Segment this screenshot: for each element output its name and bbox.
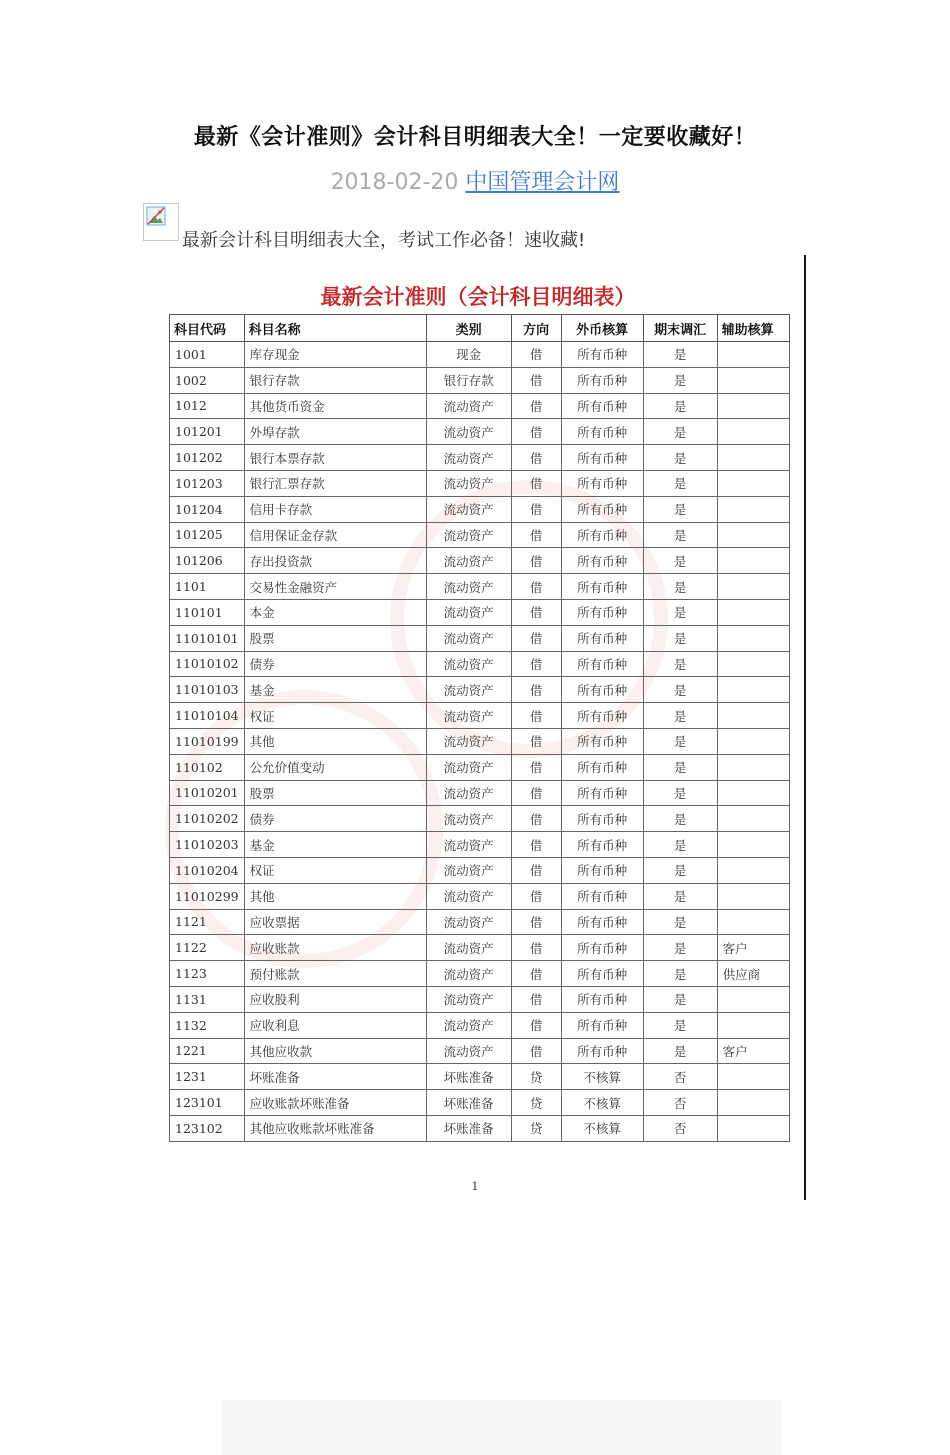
period-end-adjust-cell: 否	[643, 1064, 717, 1090]
table-row	[170, 883, 790, 909]
page-number: 1	[471, 1180, 479, 1193]
account-name-cell: 股票	[244, 780, 426, 806]
table-row	[170, 548, 790, 574]
account-code-cell: 123102	[170, 1115, 245, 1141]
period-end-adjust-cell: 是	[643, 1038, 717, 1064]
table-body	[170, 342, 790, 1142]
period-end-adjust-cell: 否	[643, 1115, 717, 1141]
period-end-adjust-cell: 是	[643, 832, 717, 858]
direction-cell: 借	[511, 780, 561, 806]
foreign-currency-cell: 所有币种	[561, 883, 643, 909]
foreign-currency-cell: 所有币种	[561, 651, 643, 677]
table-row	[170, 445, 790, 471]
direction-cell: 借	[511, 599, 561, 625]
category-cell: 银行存款	[426, 367, 511, 393]
table-row	[170, 703, 790, 729]
table-row	[170, 522, 790, 548]
foreign-currency-cell: 所有币种	[561, 986, 643, 1012]
table-row	[170, 909, 790, 935]
auxiliary-cell	[717, 754, 789, 780]
account-code-cell: 11010103	[170, 677, 245, 703]
direction-cell: 借	[511, 470, 561, 496]
category-cell: 流动资产	[426, 677, 511, 703]
auxiliary-cell	[717, 857, 789, 883]
account-name-cell: 银行存款	[244, 367, 426, 393]
period-end-adjust-cell: 是	[643, 754, 717, 780]
foreign-currency-cell: 所有币种	[561, 393, 643, 419]
account-name-cell: 基金	[244, 832, 426, 858]
column-header: 科目名称	[244, 315, 426, 342]
foreign-currency-cell: 所有币种	[561, 857, 643, 883]
period-end-adjust-cell: 是	[643, 342, 717, 368]
period-end-adjust-cell: 是	[643, 883, 717, 909]
foreign-currency-cell: 所有币种	[561, 367, 643, 393]
period-end-adjust-cell: 是	[643, 1012, 717, 1038]
account-code-cell: 11010102	[170, 651, 245, 677]
period-end-adjust-cell: 是	[643, 445, 717, 471]
table-row	[170, 1090, 790, 1116]
period-end-adjust-cell: 是	[643, 496, 717, 522]
direction-cell: 借	[511, 367, 561, 393]
category-cell: 流动资产	[426, 832, 511, 858]
account-name-cell: 银行汇票存款	[244, 470, 426, 496]
period-end-adjust-cell: 是	[643, 419, 717, 445]
table-row	[170, 754, 790, 780]
table-row	[170, 625, 790, 651]
period-end-adjust-cell: 是	[643, 935, 717, 961]
column-header: 方向	[511, 315, 561, 342]
foreign-currency-cell: 所有币种	[561, 470, 643, 496]
direction-cell: 借	[511, 754, 561, 780]
direction-cell: 借	[511, 1038, 561, 1064]
auxiliary-cell	[717, 832, 789, 858]
period-end-adjust-cell: 是	[643, 574, 717, 600]
account-name-cell: 应收账款坏账准备	[244, 1090, 426, 1116]
account-code-cell: 101203	[170, 470, 245, 496]
direction-cell: 借	[511, 625, 561, 651]
account-name-cell: 债券	[244, 651, 426, 677]
direction-cell: 借	[511, 832, 561, 858]
period-end-adjust-cell: 是	[643, 909, 717, 935]
direction-cell: 借	[511, 961, 561, 987]
account-name-cell: 信用卡存款	[244, 496, 426, 522]
table-row	[170, 961, 790, 987]
foreign-currency-cell: 所有币种	[561, 806, 643, 832]
table-row	[170, 857, 790, 883]
foreign-currency-cell: 所有币种	[561, 961, 643, 987]
account-name-cell: 应收股利	[244, 986, 426, 1012]
direction-cell: 借	[511, 651, 561, 677]
account-code-cell: 11010101	[170, 625, 245, 651]
account-name-cell: 债券	[244, 806, 426, 832]
account-name-cell: 应收账款	[244, 935, 426, 961]
auxiliary-cell	[717, 496, 789, 522]
period-end-adjust-cell: 是	[643, 548, 717, 574]
period-end-adjust-cell: 是	[643, 780, 717, 806]
auxiliary-cell	[717, 367, 789, 393]
direction-cell: 借	[511, 806, 561, 832]
category-cell: 流动资产	[426, 574, 511, 600]
account-code-cell: 1132	[170, 1012, 245, 1038]
account-code-cell: 1002	[170, 367, 245, 393]
direction-cell: 借	[511, 419, 561, 445]
auxiliary-cell	[717, 574, 789, 600]
category-cell: 流动资产	[426, 883, 511, 909]
period-end-adjust-cell: 是	[643, 961, 717, 987]
account-name-cell: 坏账准备	[244, 1064, 426, 1090]
auxiliary-cell: 供应商	[717, 961, 789, 987]
table-row	[170, 342, 790, 368]
period-end-adjust-cell: 是	[643, 703, 717, 729]
table-row	[170, 470, 790, 496]
account-name-cell: 信用保证金存款	[244, 522, 426, 548]
foreign-currency-cell: 所有币种	[561, 1038, 643, 1064]
direction-cell: 借	[511, 574, 561, 600]
auxiliary-cell	[717, 883, 789, 909]
category-cell: 流动资产	[426, 651, 511, 677]
table-row	[170, 367, 790, 393]
auxiliary-cell	[717, 522, 789, 548]
account-code-cell: 1131	[170, 986, 245, 1012]
direction-cell: 借	[511, 703, 561, 729]
account-name-cell: 库存现金	[244, 342, 426, 368]
foreign-currency-cell: 所有币种	[561, 1012, 643, 1038]
category-cell: 流动资产	[426, 986, 511, 1012]
period-end-adjust-cell: 是	[643, 728, 717, 754]
category-cell: 流动资产	[426, 548, 511, 574]
column-header: 期末调汇	[643, 315, 717, 342]
table-header-row	[170, 315, 790, 342]
column-header: 辅助核算	[717, 315, 789, 342]
direction-cell: 贷	[511, 1115, 561, 1141]
direction-cell: 借	[511, 883, 561, 909]
intro-text: 最新会计科目明细表大全，考试工作必备！速收藏!	[182, 230, 586, 251]
foreign-currency-cell: 所有币种	[561, 522, 643, 548]
direction-cell: 借	[511, 935, 561, 961]
auxiliary-cell: 客户	[717, 1038, 789, 1064]
account-code-cell: 11010299	[170, 883, 245, 909]
period-end-adjust-cell: 是	[643, 806, 717, 832]
foreign-currency-cell: 所有币种	[561, 342, 643, 368]
table-row	[170, 1064, 790, 1090]
direction-cell: 借	[511, 496, 561, 522]
broken-image-icon	[143, 203, 179, 241]
account-name-cell: 预付账款	[244, 961, 426, 987]
foreign-currency-cell: 不核算	[561, 1090, 643, 1116]
category-cell: 现金	[426, 342, 511, 368]
category-cell: 流动资产	[426, 419, 511, 445]
auxiliary-cell	[717, 651, 789, 677]
period-end-adjust-cell: 是	[643, 599, 717, 625]
category-cell: 流动资产	[426, 961, 511, 987]
direction-cell: 借	[511, 986, 561, 1012]
auxiliary-cell	[717, 1012, 789, 1038]
period-end-adjust-cell: 是	[643, 677, 717, 703]
account-table	[169, 314, 790, 1142]
direction-cell: 借	[511, 445, 561, 471]
table-row	[170, 780, 790, 806]
table-row	[170, 935, 790, 961]
category-cell: 流动资产	[426, 703, 511, 729]
source-link[interactable]: 中国管理会计网	[465, 170, 620, 195]
account-code-cell: 11010201	[170, 780, 245, 806]
foreign-currency-cell: 所有币种	[561, 496, 643, 522]
foreign-currency-cell: 所有币种	[561, 754, 643, 780]
article-meta	[0, 165, 950, 196]
direction-cell: 借	[511, 548, 561, 574]
account-name-cell: 权证	[244, 703, 426, 729]
foreign-currency-cell: 所有币种	[561, 548, 643, 574]
column-header: 科目代码	[170, 315, 245, 342]
auxiliary-cell	[717, 1115, 789, 1141]
table-row	[170, 496, 790, 522]
table-row	[170, 651, 790, 677]
auxiliary-cell	[717, 1064, 789, 1090]
account-name-cell: 其他应收款	[244, 1038, 426, 1064]
table-row	[170, 1038, 790, 1064]
account-code-cell: 1001	[170, 342, 245, 368]
account-name-cell: 其他应收账款坏账准备	[244, 1115, 426, 1141]
category-cell: 流动资产	[426, 909, 511, 935]
auxiliary-cell	[717, 470, 789, 496]
column-header: 外币核算	[561, 315, 643, 342]
account-name-cell: 基金	[244, 677, 426, 703]
account-code-cell: 101201	[170, 419, 245, 445]
category-cell: 流动资产	[426, 625, 511, 651]
direction-cell: 借	[511, 857, 561, 883]
auxiliary-cell	[717, 1090, 789, 1116]
account-code-cell: 11010203	[170, 832, 245, 858]
table-row	[170, 574, 790, 600]
category-cell: 流动资产	[426, 857, 511, 883]
table-row	[170, 1012, 790, 1038]
table-row	[170, 806, 790, 832]
direction-cell: 借	[511, 522, 561, 548]
category-cell: 流动资产	[426, 935, 511, 961]
category-cell: 坏账准备	[426, 1115, 511, 1141]
category-cell: 坏账准备	[426, 1064, 511, 1090]
column-header: 类别	[426, 315, 511, 342]
foreign-currency-cell: 所有币种	[561, 625, 643, 651]
auxiliary-cell	[717, 419, 789, 445]
auxiliary-cell	[717, 393, 789, 419]
account-code-cell: 1231	[170, 1064, 245, 1090]
account-code-cell: 110102	[170, 754, 245, 780]
table-row	[170, 393, 790, 419]
account-name-cell: 外埠存款	[244, 419, 426, 445]
category-cell: 流动资产	[426, 445, 511, 471]
period-end-adjust-cell: 是	[643, 367, 717, 393]
foreign-currency-cell: 所有币种	[561, 728, 643, 754]
account-code-cell: 123101	[170, 1090, 245, 1116]
table-row	[170, 1115, 790, 1141]
period-end-adjust-cell: 是	[643, 470, 717, 496]
account-code-cell: 11010204	[170, 857, 245, 883]
period-end-adjust-cell: 否	[643, 1090, 717, 1116]
table-row	[170, 832, 790, 858]
direction-cell: 借	[511, 342, 561, 368]
foreign-currency-cell: 所有币种	[561, 780, 643, 806]
account-code-cell: 101204	[170, 496, 245, 522]
auxiliary-cell	[717, 909, 789, 935]
foreign-currency-cell: 所有币种	[561, 832, 643, 858]
category-cell: 流动资产	[426, 780, 511, 806]
direction-cell: 借	[511, 393, 561, 419]
foreign-currency-cell: 所有币种	[561, 445, 643, 471]
table-row	[170, 728, 790, 754]
account-code-cell: 11010199	[170, 728, 245, 754]
auxiliary-cell	[717, 780, 789, 806]
account-name-cell: 应收票据	[244, 909, 426, 935]
account-name-cell: 银行本票存款	[244, 445, 426, 471]
account-code-cell: 11010202	[170, 806, 245, 832]
sheet-title: 最新会计准则（会计科目明细表）	[320, 285, 636, 309]
frame-border	[804, 255, 806, 1200]
foreign-currency-cell: 所有币种	[561, 574, 643, 600]
account-code-cell: 1123	[170, 961, 245, 987]
foreign-currency-cell: 不核算	[561, 1064, 643, 1090]
auxiliary-cell: 客户	[717, 935, 789, 961]
auxiliary-cell	[717, 625, 789, 651]
account-code-cell: 101205	[170, 522, 245, 548]
direction-cell: 借	[511, 909, 561, 935]
foreign-currency-cell: 所有币种	[561, 909, 643, 935]
auxiliary-cell	[717, 599, 789, 625]
direction-cell: 贷	[511, 1064, 561, 1090]
account-name-cell: 本金	[244, 599, 426, 625]
category-cell: 流动资产	[426, 599, 511, 625]
period-end-adjust-cell: 是	[643, 522, 717, 548]
foreign-currency-cell: 所有币种	[561, 599, 643, 625]
category-cell: 流动资产	[426, 728, 511, 754]
foreign-currency-cell: 所有币种	[561, 677, 643, 703]
table-row	[170, 677, 790, 703]
direction-cell: 借	[511, 677, 561, 703]
foreign-currency-cell: 所有币种	[561, 935, 643, 961]
publish-date: 2018-02-20	[330, 170, 459, 195]
direction-cell: 贷	[511, 1090, 561, 1116]
foreign-currency-cell: 所有币种	[561, 703, 643, 729]
period-end-adjust-cell: 是	[643, 393, 717, 419]
account-name-cell: 应收利息	[244, 1012, 426, 1038]
scan-shadow	[222, 1400, 782, 1455]
period-end-adjust-cell: 是	[643, 857, 717, 883]
category-cell: 流动资产	[426, 522, 511, 548]
account-code-cell: 1221	[170, 1038, 245, 1064]
category-cell: 流动资产	[426, 1038, 511, 1064]
period-end-adjust-cell: 是	[643, 986, 717, 1012]
account-name-cell: 股票	[244, 625, 426, 651]
account-code-cell: 101206	[170, 548, 245, 574]
account-name-cell: 权证	[244, 857, 426, 883]
auxiliary-cell	[717, 445, 789, 471]
account-code-cell: 11010104	[170, 703, 245, 729]
category-cell: 坏账准备	[426, 1090, 511, 1116]
account-code-cell: 1012	[170, 393, 245, 419]
category-cell: 流动资产	[426, 1012, 511, 1038]
account-name-cell: 其他	[244, 728, 426, 754]
category-cell: 流动资产	[426, 470, 511, 496]
account-code-cell: 1101	[170, 574, 245, 600]
period-end-adjust-cell: 是	[643, 651, 717, 677]
account-name-cell: 交易性金融资产	[244, 574, 426, 600]
account-code-cell: 1122	[170, 935, 245, 961]
auxiliary-cell	[717, 986, 789, 1012]
article-title: 最新《会计准则》会计科目明细表大全！一定要收藏好！	[193, 125, 757, 150]
period-end-adjust-cell: 是	[643, 625, 717, 651]
category-cell: 流动资产	[426, 754, 511, 780]
auxiliary-cell	[717, 703, 789, 729]
account-name-cell: 存出投资款	[244, 548, 426, 574]
category-cell: 流动资产	[426, 496, 511, 522]
auxiliary-cell	[717, 728, 789, 754]
account-name-cell: 其他	[244, 883, 426, 909]
direction-cell: 借	[511, 728, 561, 754]
category-cell: 流动资产	[426, 806, 511, 832]
auxiliary-cell	[717, 806, 789, 832]
account-code-cell: 110101	[170, 599, 245, 625]
foreign-currency-cell: 所有币种	[561, 419, 643, 445]
table-row	[170, 419, 790, 445]
account-code-cell: 1121	[170, 909, 245, 935]
foreign-currency-cell: 不核算	[561, 1115, 643, 1141]
auxiliary-cell	[717, 342, 789, 368]
account-code-cell: 101202	[170, 445, 245, 471]
account-name-cell: 公允价值变动	[244, 754, 426, 780]
category-cell: 流动资产	[426, 393, 511, 419]
account-name-cell: 其他货币资金	[244, 393, 426, 419]
auxiliary-cell	[717, 677, 789, 703]
direction-cell: 借	[511, 1012, 561, 1038]
table-row	[170, 986, 790, 1012]
auxiliary-cell	[717, 548, 789, 574]
table-row	[170, 599, 790, 625]
